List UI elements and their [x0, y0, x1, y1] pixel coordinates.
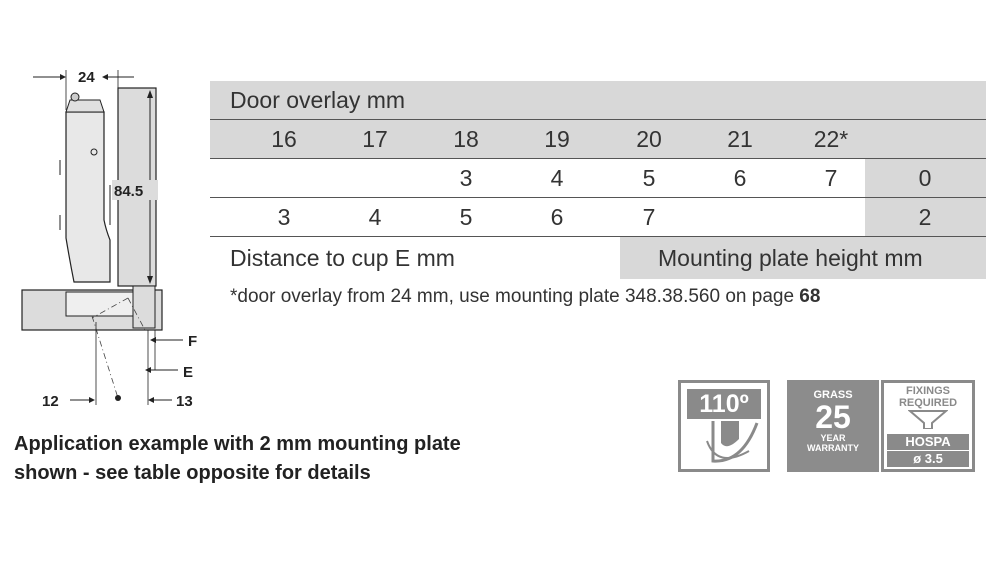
dim-left-label: 12: [42, 393, 59, 410]
warranty-year-label: YEAR: [820, 433, 846, 443]
distance-value: 5: [459, 204, 473, 230]
distance-value: 7: [824, 165, 838, 191]
dim-f-label: F: [188, 333, 198, 350]
distance-value: 6: [733, 165, 747, 191]
overlay-value: 22*: [813, 126, 849, 152]
overlay-value: 20: [636, 126, 662, 152]
opening-angle-badge: [678, 380, 770, 472]
distance-value: 7: [642, 204, 656, 230]
plate-height-value: 2: [918, 204, 932, 230]
distance-value: 4: [368, 204, 382, 230]
distance-value: 3: [459, 165, 473, 191]
overlay-value: 17: [362, 126, 388, 152]
warranty-badge: [787, 380, 879, 472]
caption: [14, 430, 461, 488]
warranty-label: WARRANTY: [807, 443, 859, 453]
fixings-line2: REQUIRED: [898, 397, 958, 409]
distance-value: 4: [550, 165, 564, 191]
opening-angle-icon: [687, 421, 761, 467]
distance-label: Distance to cup E mm: [230, 245, 455, 271]
angle-label: 110º: [687, 389, 761, 419]
overlay-value: 18: [453, 126, 479, 152]
dim-e-label: E: [183, 364, 194, 381]
countersunk-screw-icon: [908, 409, 948, 429]
overlay-value: 21: [727, 126, 753, 152]
dim-right-label: 13: [176, 393, 193, 410]
overlay-value: 19: [544, 126, 570, 152]
distance-value: 6: [550, 204, 564, 230]
distance-value: 5: [642, 165, 656, 191]
footnote: *door overlay from 24 mm, use mounting plate 348.38.560 on page 68: [230, 286, 821, 307]
fixings-brand: HOSPA: [887, 434, 969, 450]
overlay-value: 16: [271, 126, 297, 152]
distance-value: 3: [277, 204, 291, 230]
dim-width-label: 24: [78, 69, 95, 86]
hinge-technical-drawing: [0, 0, 230, 420]
caption-line-1: Application example with 2 mm mounting plate: [14, 433, 461, 455]
fixings-line1: FIXINGS: [905, 385, 950, 397]
plate-height-label: Mounting plate height mm: [658, 245, 923, 271]
footnote-page: 68: [799, 286, 821, 307]
fixings-badge: [881, 380, 975, 472]
plate-height-value: 0: [918, 165, 932, 191]
fixings-size: ø 3.5: [887, 451, 969, 467]
dim-height-label: 84.5: [114, 183, 144, 200]
warranty-brand: GRASS: [813, 389, 853, 401]
header-title: Door overlay mm: [230, 87, 406, 113]
warranty-years: 25: [815, 399, 851, 435]
caption-line-2: shown - see table opposite for details: [14, 462, 371, 484]
